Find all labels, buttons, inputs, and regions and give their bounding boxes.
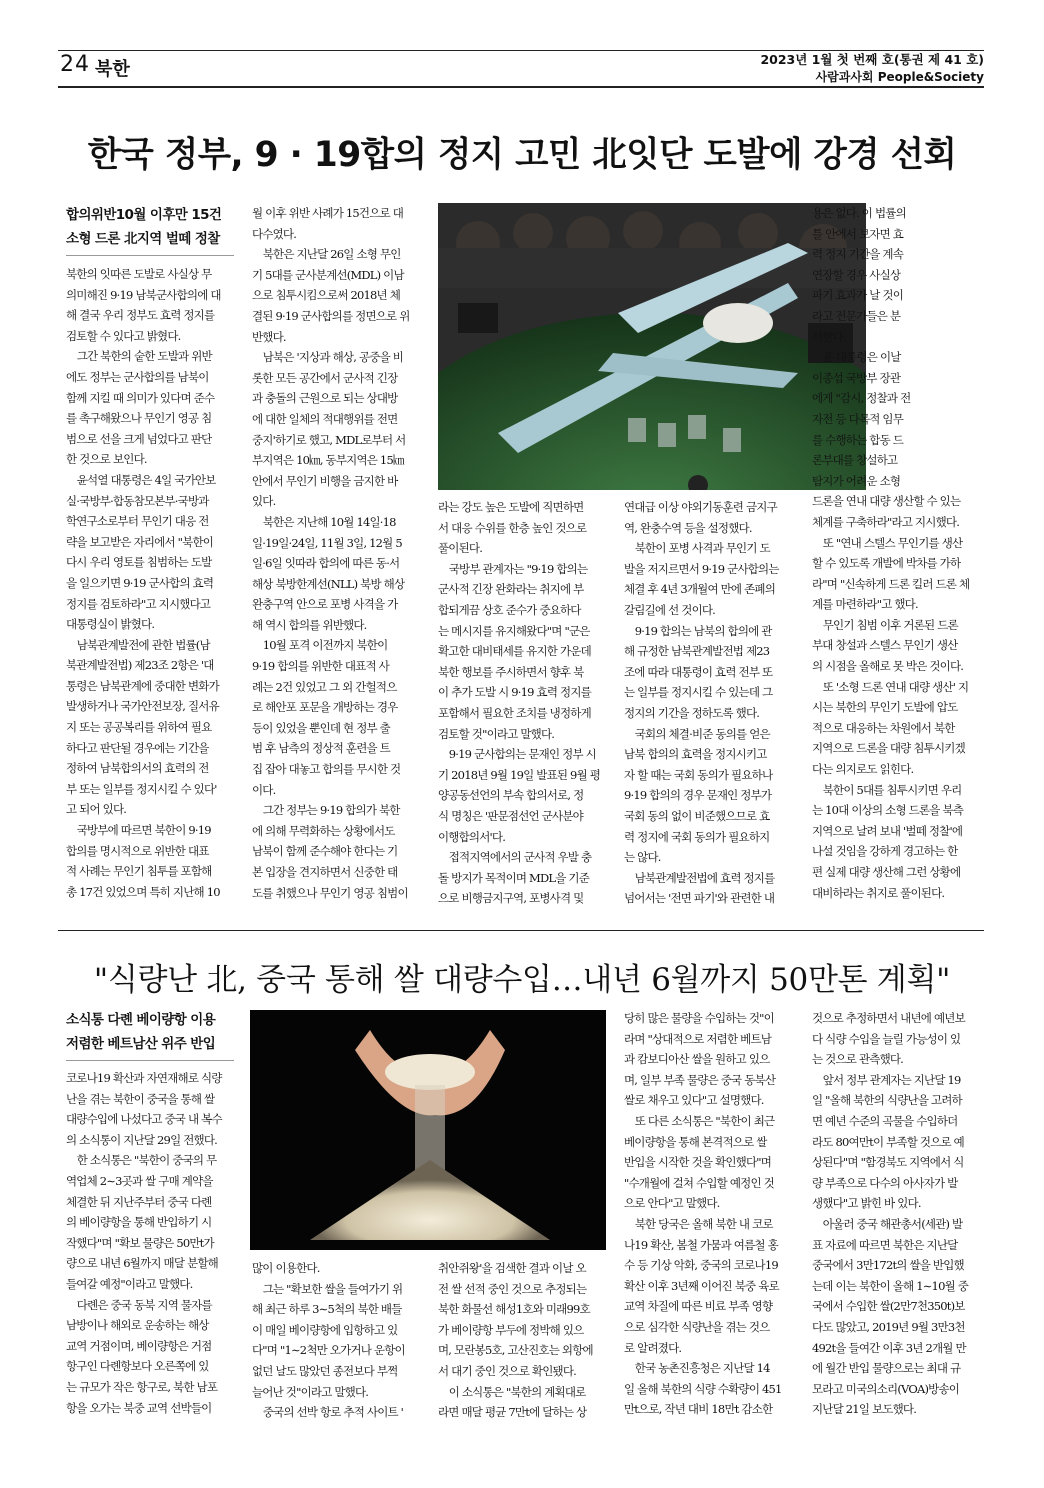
body-text-line: 서 대응 수위를 한층 높인 것으로 xyxy=(438,520,587,535)
body-text-line: 다시 우리 영토를 침범하는 도발 xyxy=(66,555,212,570)
body-text-line: 확산 이후 3년째 이어진 북중 육로 xyxy=(624,1278,779,1293)
subhead-line: 저렴한 베트남산 위주 반입 xyxy=(66,1036,216,1052)
body-text-line: 생했다"고 밝힌 바 있다. xyxy=(812,1196,921,1211)
body-text-line: 이다. xyxy=(252,782,276,797)
body-text-line: 부지역은 10㎞, 동부지역은 15㎞ xyxy=(252,453,404,468)
body-text-line: 본 입장을 견지하면서 신중한 태 xyxy=(252,865,398,879)
body-text-line: 량 부족으로 다수의 아사자가 발 xyxy=(812,1175,958,1190)
body-text-line: 는 않다. xyxy=(624,850,661,865)
body-text-line: 로 해안포 포문을 개방하는 경우 xyxy=(252,700,398,715)
body-text-line: 해 결국 우리 정부도 효력 정지를 xyxy=(66,308,215,323)
body-text-line: 과 캄보디아산 쌀을 원하고 있으 xyxy=(624,1052,770,1067)
body-text-line: 일 올해 북한의 식량 수확량이 451 xyxy=(624,1381,782,1396)
body-text-line: 국에서 수입한 쌀(2만7천350t)보 xyxy=(812,1299,965,1314)
body-text-line: 앞서 정부 관계자는 지난달 19 xyxy=(812,1072,961,1087)
article1-column-3 xyxy=(438,497,608,909)
body-text-line: 있다. xyxy=(252,494,276,509)
body-text-line: 국회의 체결·비준 동의를 얻은 xyxy=(624,726,770,741)
body-text-line: 것으로 추정하면서 내년에 예년보 xyxy=(812,1011,965,1025)
body-text-line: 역, 완충수역 등을 설정했다. xyxy=(624,520,752,535)
body-text-line: 한 것으로 보인다. xyxy=(66,452,147,467)
body-text-line: 에 의해 무력화하는 상황에서도 xyxy=(252,823,395,838)
body-text-line: 안에서 무인기 비행을 금지한 바 xyxy=(252,473,398,488)
body-text-line: 북한 당국은 올해 북한 내 코로 xyxy=(624,1216,773,1231)
body-text-line: 식 명칭은 '판문점선언 군사분야 xyxy=(438,808,583,823)
body-text-line: 부 또는 일부를 정지시킬 수 있다' xyxy=(66,781,217,796)
body-text-line: 시는 북한의 무인기 도발에 압도 xyxy=(812,700,958,715)
body-text-line: 국회 동의 없이 비준했으므로 효 xyxy=(624,808,770,823)
issue-info: 2023년 1월 첫 번째 호(통권 제 41 호) xyxy=(760,52,984,67)
body-text-line: 북한 화물선 해성1호와 미래99호 xyxy=(438,1302,590,1317)
body-text-line: 베이량항을 통해 본격적으로 쌀 xyxy=(624,1134,767,1149)
subhead-rule xyxy=(66,255,234,256)
body-text-line: 북한이 5대를 침투시키면 우리 xyxy=(812,782,962,797)
section-label: 북한 xyxy=(95,59,130,80)
body-text-line: 다도 많았고, 2019년 9월 3만3천 xyxy=(812,1319,965,1334)
body-text-line: 교역 거점이며, 베이량항은 거점 xyxy=(66,1338,212,1353)
body-text-line: 력 정지에 국회 동의가 필요하지 xyxy=(624,829,770,844)
body-text-line: 틀 안에서 보자면 효 xyxy=(812,226,904,241)
body-text-line: 에 대한 일체의 적대행위를 전면 xyxy=(252,411,398,426)
body-text-line: 한 소식통은 "북한이 중국의 무 xyxy=(66,1153,217,1168)
body-text-line: 반했다. xyxy=(252,329,286,344)
body-text-line: 북관계발전법) 제23조 2항은 '대 xyxy=(66,658,214,673)
body-text-line: 아울러 중국 해관총서(세관) 발 xyxy=(812,1216,963,1231)
body-text-line: 남북은 '지상과 해상, 공중을 비 xyxy=(252,350,404,365)
body-text-line: 일·6일 잇따라 합의에 따른 동·서 xyxy=(252,556,400,571)
body-text-line: 는데 이는 북한이 올해 1∼10월 중 xyxy=(812,1278,969,1293)
article2-column-1 xyxy=(66,1068,236,1418)
body-text-line: 상된다"며 "함경북도 지역에서 식 xyxy=(812,1155,964,1170)
body-text-line: 적으로 대응하는 차원에서 북한 xyxy=(812,720,955,735)
body-text-line: 편 실제 대량 생산해 그런 상황에 xyxy=(812,865,961,879)
body-text-line: 대통령실이 밝혔다. xyxy=(66,617,155,632)
body-text-line: 군사적 긴장 완화라는 취지에 부 xyxy=(438,582,584,597)
body-text-line: 해상 북방한계선(NLL) 북방 해상 xyxy=(252,576,405,591)
body-text-line: 이 매일 베이량항에 입항하고 있 xyxy=(252,1322,398,1337)
body-text-line: 남북관계발전법에 효력 정지를 xyxy=(624,870,775,885)
subhead-line: 합의위반10월 이후만 15건 xyxy=(66,207,222,223)
body-text-line: 그간 북한의 숱한 도발과 위반 xyxy=(66,349,212,364)
body-text-line: 무인기 침범 이후 거론된 드론 xyxy=(812,617,958,632)
body-text-line: 지난달 21일 보도했다. xyxy=(812,1402,917,1417)
body-text-line: 그는 "확보한 쌀을 들여가기 위 xyxy=(252,1281,403,1296)
body-text-line: 력 정지 기간을 계속 xyxy=(812,247,904,262)
body-text-line: 해 역시 합의를 위반했다. xyxy=(252,617,367,632)
body-text-line: 결된 9·19 군사합의를 정면으로 위 xyxy=(252,308,410,323)
body-text-line: 이행합의서'다. xyxy=(438,829,506,844)
subhead-line: 소형 드론 北지역 벌떼 정찰 xyxy=(66,231,220,247)
body-text-line: 9·19 합의는 남북의 합의에 관 xyxy=(624,623,772,638)
body-text-line: 표 자료에 따르면 북한은 지난달 xyxy=(812,1237,958,1252)
body-text-line: 라고 전문가들은 분 xyxy=(812,308,901,323)
body-text-line: 나19 확산, 봄철 가뭄과 여름철 홍 xyxy=(624,1237,778,1252)
rice-photo xyxy=(250,1010,606,1250)
body-text-line: 갈림길에 선 것이다. xyxy=(624,602,716,617)
body-text-line: 이 추가 도발 시 9·19 효력 정지를 xyxy=(438,685,591,700)
body-text-line: 지역으로 날려 보내 '벌떼 정찰'에 xyxy=(812,823,963,838)
article2-column-3 xyxy=(438,1258,608,1423)
article2-column-2 xyxy=(252,1258,424,1423)
body-text-line: 부대 창설과 스텔스 무인기 생산 xyxy=(812,638,958,653)
publication-name: 사람과사회 People&Society xyxy=(815,70,984,84)
body-text-line: 나설 것임을 강하게 경고하는 한 xyxy=(812,844,958,859)
body-text-line: 라는 강도 높은 도발에 직면하면 xyxy=(438,500,584,514)
body-text-line: 며, 모란봉5호, 고산진호는 외항에 xyxy=(438,1343,593,1358)
body-text-line: 많이 이용한다. xyxy=(252,1261,320,1275)
body-text-line: 는 것으로 관측했다. xyxy=(812,1052,904,1067)
body-text-line: 연대급 이상 야외기동훈련 금지구 xyxy=(624,500,777,514)
body-text-line: 서 대기 중인 것으로 확인됐다. xyxy=(438,1363,576,1378)
body-text-line: 항구인 다롄항보다 오른쪽에 있 xyxy=(66,1359,209,1374)
body-text-line: 라도 80여만t이 부족할 것으로 예 xyxy=(812,1134,964,1149)
body-text-line: "수개월에 걸쳐 수입할 예정인 것 xyxy=(624,1175,774,1190)
body-text-line: 적 사례는 무인기 침투를 포함해 xyxy=(66,864,212,879)
body-text-line: 역업체 2∼3곳과 쌀 구매 계약을 xyxy=(66,1173,213,1188)
article2-column-5 xyxy=(812,1008,984,1420)
article1-subhead xyxy=(66,203,221,251)
body-text-line: 들여갈 예정"이라고 말했다. xyxy=(66,1276,193,1291)
body-text-line: 함께 지킬 때 의미가 있다며 준수 xyxy=(66,390,215,405)
body-text-line: 의미해진 9·19 남북군사합의에 대 xyxy=(66,287,221,302)
body-text-line: 범 후 남측의 정상적 훈련을 트 xyxy=(252,741,390,756)
body-text-line: 지 또는 공공복리를 위하여 필요 xyxy=(66,720,212,735)
body-text-line: 연장할 경우 사실상 xyxy=(812,267,901,282)
body-text-line: 검토할 수 있다고 밝혔다. xyxy=(66,328,181,343)
body-text-line: 해 최근 하루 3∼5척의 북한 배들 xyxy=(252,1302,402,1317)
body-text-line: 계를 마련하라"고 했다. xyxy=(812,597,918,612)
body-text-line: 정지를 검토하라"고 지시했다고 xyxy=(66,596,211,611)
body-text-line: 9·19 합의를 위반한 대표적 사 xyxy=(252,659,389,674)
body-text-line: 완충구역 안으로 포병 사격을 가 xyxy=(252,597,398,612)
body-text-line: 수 등 기상 악화, 중국의 코로나19 xyxy=(624,1258,778,1273)
body-text-line: 또 '소형 드론 연내 대량 생산' 지 xyxy=(812,679,969,694)
body-text-line: 남북이 함께 준수해야 한다는 기 xyxy=(252,844,398,859)
body-text-line: 난을 겪는 북한이 중국을 통해 쌀 xyxy=(66,1091,215,1106)
body-text-line: 으로 안다"고 말했다. xyxy=(624,1196,720,1211)
body-text-line: 기 2018년 9월 19일 발표된 9월 평 xyxy=(438,767,601,782)
body-text-line: 으로 비행금지구역, 포병사격 및 xyxy=(438,891,584,906)
body-text-line: 체계를 구축하라"라고 지시했다. xyxy=(812,514,960,529)
body-text-line: 체결 후 4년 3개월여 만에 존폐의 xyxy=(624,582,776,597)
body-text-line: 돌 방지가 목적이며 MDL을 기준 xyxy=(438,870,590,885)
body-text-line: 를 수행하는 합동 드 xyxy=(812,432,904,447)
body-text-line: 북한의 잇따른 도발로 사실상 무 xyxy=(66,267,212,281)
body-text-line: 9·19 군사합의는 문재인 정부 시 xyxy=(438,747,596,762)
body-text-line: 확고한 대비태세를 유지한 가운데 xyxy=(438,644,591,659)
body-text-line: 는 메시지를 유지해왔다"며 "군은 xyxy=(438,623,590,638)
body-text-line: 석한다. xyxy=(812,329,846,344)
body-text-line: 중국의 선박 항로 추적 사이트 ' xyxy=(252,1405,404,1420)
body-text-line: 한국 농촌진흥청은 지난달 14 xyxy=(624,1361,770,1376)
body-text-line: 없던 날도 많았던 종전보다 부쩍 xyxy=(252,1363,398,1378)
body-text-line: 492t을 들여간 이후 3년 2개월 만 xyxy=(812,1340,966,1355)
body-text-line: 론부대를 창설하고 xyxy=(812,453,898,468)
body-text-line: 며, 일부 부족 물량은 중국 동북산 xyxy=(624,1072,776,1087)
body-text-line: 윤 대통령은 이날 xyxy=(812,350,901,365)
body-text-line: 9·19 합의의 경우 문재인 정부가 xyxy=(624,788,772,803)
body-text-line: 통령은 남북관계에 중대한 변화가 xyxy=(66,678,219,693)
body-text-line: 체결한 뒤 지난주부터 중국 다롄 xyxy=(66,1194,212,1209)
body-text-line: 탐지가 어려운 소형 xyxy=(812,473,901,488)
body-text-line: 에게 "감시, 정찰과 전 xyxy=(812,391,911,406)
body-text-line: 의 소식통이 지난달 29일 전했다. xyxy=(66,1132,218,1147)
body-text-line: 다 식량 수입을 늘릴 가능성이 있 xyxy=(812,1031,961,1046)
body-text-line: 10월 포격 이전까지 북한이 xyxy=(252,638,388,653)
body-text-line: 북한은 지난달 26일 소형 무인 xyxy=(252,247,401,262)
body-text-line: 다롄은 중국 동북 지역 물자를 xyxy=(66,1297,212,1312)
article2-column-4 xyxy=(624,1008,796,1420)
body-text-line: 대량수입에 나섰다고 중국 내 복수 xyxy=(66,1112,222,1127)
body-text-line: 양공동선언의 부속 합의서로, 정 xyxy=(438,788,584,803)
body-text-line: 다는 의지로도 읽힌다. xyxy=(812,762,914,777)
body-text-line: 파기 효과가 날 것이 xyxy=(812,288,904,303)
body-text-line: 는 일부를 정지시킬 수 있는데 그 xyxy=(624,685,773,700)
body-text-line: 국방부 관계자는 "9·19 합의는 xyxy=(438,561,588,576)
body-text-line: 넘어서는 '전면 파기'와 관련한 내 xyxy=(624,891,775,906)
body-text-line: 코로나19 확산과 자연재해로 식량 xyxy=(66,1071,222,1085)
article1-column-4 xyxy=(624,497,796,909)
body-text-line: 월 이후 위반 사례가 15건으로 대 xyxy=(252,206,404,220)
body-text-line: 정지의 기간을 정하도록 했다. xyxy=(624,705,760,720)
body-text-line: 에 월간 반입 물량으로는 최대 규 xyxy=(812,1361,961,1376)
article1-column-1 xyxy=(66,264,236,902)
body-text-line: 항을 오가는 북중 교역 선박들이 xyxy=(66,1400,212,1415)
body-text-line: 의 베이량항을 통해 반입하기 시 xyxy=(66,1215,212,1230)
page-number: 24 xyxy=(60,52,90,77)
body-text-line: 중국에서 3만172t의 쌀을 반입했 xyxy=(812,1258,964,1273)
body-text-line: 취안쥐왕'을 검색한 결과 이날 오 xyxy=(438,1261,586,1275)
body-text-line: 발을 저지르면서 9·19 군사합의는 xyxy=(624,561,779,576)
body-text-line: 로 알려졌다. xyxy=(624,1340,682,1355)
body-text-line: 용은 없다. 이 법률의 xyxy=(812,206,906,220)
subhead-rule xyxy=(66,1060,234,1061)
body-text-line: 드론을 연내 대량 생산할 수 있는 xyxy=(812,494,961,509)
body-text-line: 합되게끔 상호 준수가 중요하다 xyxy=(438,602,581,617)
body-text-line: 으로 침투시킴으로써 2018년 체 xyxy=(252,288,401,303)
body-text-line: 략을 보고받은 자리에서 "북한이 xyxy=(66,534,214,549)
article-divider xyxy=(58,930,984,931)
body-text-line: 을 일으키면 9·19 군사합의 효력 xyxy=(66,575,214,590)
article2-subhead xyxy=(66,1008,215,1056)
body-text-line: 일·19일·24일, 11월 3일, 12월 5 xyxy=(252,535,402,550)
body-text-line: 당히 많은 물량을 수입하는 것"이 xyxy=(624,1011,774,1025)
body-text-line: 모라고 미국의소리(VOA)방송이 xyxy=(812,1381,960,1396)
body-text-line: 남북관계발전에 관한 법률(남 xyxy=(66,637,210,652)
body-text-line: 남북 합의의 효력을 정지시키고 xyxy=(624,747,767,762)
body-text-line: 일 "올해 북한의 식량난을 고려하 xyxy=(812,1093,962,1108)
article2-headline: "식량난 北, 중국 통해 쌀 대량수입…내년 6월까지 50만톤 계획" xyxy=(93,962,951,998)
body-text-line: 북한이 포병 사격과 무인기 도 xyxy=(624,541,770,556)
body-text-line: 집 잡아 대놓고 합의를 무시한 것 xyxy=(252,762,401,777)
body-text-line: 량으로 내년 6월까지 매달 분할해 xyxy=(66,1256,218,1271)
body-text-line: 의 시점을 올해로 못 박은 것이다. xyxy=(812,659,964,674)
drone-photo xyxy=(438,203,866,490)
body-text-line: 늘어난 것"이라고 말했다. xyxy=(252,1384,369,1399)
article1-headline: 한국 정부, 9 · 19합의 정지 고민 北잇단 도발에 강경 선회 xyxy=(87,135,957,175)
body-text-line: 라면 매달 평균 7만t에 달하는 상 xyxy=(438,1405,587,1420)
body-text-line: 반입을 시작한 것을 확인했다"며 xyxy=(624,1155,772,1170)
body-text-line: 면 예년 수준의 곡물을 수입하더 xyxy=(812,1113,958,1128)
body-text-line: 기 5대를 군사분계선(MDL) 이남 xyxy=(252,267,404,282)
body-text-line: 하다고 판단될 경우에는 기간을 xyxy=(66,740,209,755)
body-text-line: 다"며 "1∼2척만 오가거나 운항이 xyxy=(252,1343,405,1358)
article1-column-5 xyxy=(812,203,984,903)
body-text-line: 다수였다. xyxy=(252,226,297,241)
body-text-line: 에도 정부는 군사합의를 남북이 xyxy=(66,369,209,384)
body-text-line: 전 쌀 선적 중인 것으로 추정되는 xyxy=(438,1281,587,1296)
body-text-line: 조에 따라 대통령이 효력 전부 또 xyxy=(624,664,773,679)
body-text-line: 북한은 지난해 10월 14일·18 xyxy=(252,514,396,529)
body-text-line: 롯한 모든 공간에서 군사적 긴장 xyxy=(252,370,398,385)
article1-column-2 xyxy=(252,203,424,903)
body-text-line: 접적지역에서의 군사적 우발 충 xyxy=(438,850,592,865)
body-text-line: 는 규모가 작은 항구로, 북한 남포 xyxy=(66,1379,218,1394)
body-text-line: 라"며 "신속하게 드론 킬러 드론 체 xyxy=(812,576,970,591)
body-text-line: 정하여 남북합의서의 효력의 전 xyxy=(66,761,209,776)
body-text-line: 라며 "상대적으로 저렴한 베트남 xyxy=(624,1031,772,1046)
body-text-line: 과 충돌의 근원으로 되는 상대방 xyxy=(252,391,398,406)
body-text-line: 또 다른 소식통은 "북한이 최근 xyxy=(624,1113,775,1128)
header-rule xyxy=(58,86,984,88)
body-text-line: 작했다"며 "확보 물량은 50만t가 xyxy=(66,1235,214,1250)
body-text-line: 자전 등 다목적 임무 xyxy=(812,411,904,426)
body-text-line: 합의를 명시적으로 위반한 대표 xyxy=(66,843,209,858)
body-text-line: 또 "연내 스텔스 무인기를 생산 xyxy=(812,535,963,550)
body-text-line: 북한 행보를 주시하면서 향후 북 xyxy=(438,664,584,679)
body-text-line: 검토할 것"이라고 말했다. xyxy=(438,726,555,741)
body-text-line: 남방이나 해외로 운송하는 해상 xyxy=(66,1318,209,1333)
body-text-line: 를 촉구해왔으나 무인기 영공 침 xyxy=(66,411,212,426)
body-text-line: 쌀로 채우고 있다"고 설명했다. xyxy=(624,1093,764,1108)
body-text-line: 국방부에 따르면 북한이 9·19 xyxy=(66,823,211,838)
body-text-line: 으로 심각한 식량난을 겪는 것으 xyxy=(624,1319,770,1334)
body-text-line: 이 소식통은 "북한의 계획대로 xyxy=(438,1384,586,1399)
body-text-line: 고 되어 있다. xyxy=(66,802,127,817)
body-text-line: 학연구소로부터 무인기 대응 전 xyxy=(66,514,209,529)
body-text-line: 포함해서 필요한 조치를 냉정하게 xyxy=(438,705,591,720)
body-text-line: 교역 차질에 따른 비료 부족 영향 xyxy=(624,1299,773,1314)
body-text-line: 해 규정한 남북관계발전법 제23 xyxy=(624,644,770,659)
body-text-line: 대비하라는 취지로 풀이된다. xyxy=(812,885,945,900)
subhead-line: 소식통 다롄 베이량항 이용 xyxy=(66,1012,216,1028)
body-text-line: 실·국방부·합동참모본부·국방과 xyxy=(66,493,209,508)
body-text-line: 중지'하기로 했고, MDL로부터 서 xyxy=(252,432,406,447)
body-text-line: 도를 취했으나 무인기 영공 침범이 xyxy=(252,885,408,900)
body-text-line: 가 베이량항 부두에 정박해 있으 xyxy=(438,1322,584,1337)
body-text-line: 만t으로, 작년 대비 18만t 감소한 xyxy=(624,1402,773,1417)
body-text-line: 총 17건 있었으며 특히 지난해 10 xyxy=(66,884,220,899)
body-text-line: 윤석열 대통령은 4일 국가안보 xyxy=(66,472,216,487)
body-text-line: 자 할 때는 국회 동의가 필요하나 xyxy=(624,767,773,782)
body-text-line: 지역으로 드론을 대량 침투시키겠 xyxy=(812,741,965,756)
body-text-line: 이종섭 국방부 장관 xyxy=(812,370,901,385)
body-text-line: 풀이된다. xyxy=(438,541,483,556)
body-text-line: 등이 있었을 뿐인데 현 정부 출 xyxy=(252,720,390,735)
body-text-line: 례는 2건 있었고 그 외 간헐적으 xyxy=(252,679,397,694)
body-text-line: 할 수 있도록 개발에 박차를 가하 xyxy=(812,556,961,571)
body-text-line: 발생하거나 국가안전보장, 질서유 xyxy=(66,699,219,714)
body-text-line: 그간 정부는 9·19 합의가 북한 xyxy=(252,803,400,818)
body-text-line: 범으로 선을 크게 넘었다고 판단 xyxy=(66,431,212,446)
body-text-line: 는 10대 이상의 소형 드론을 북측 xyxy=(812,803,964,818)
